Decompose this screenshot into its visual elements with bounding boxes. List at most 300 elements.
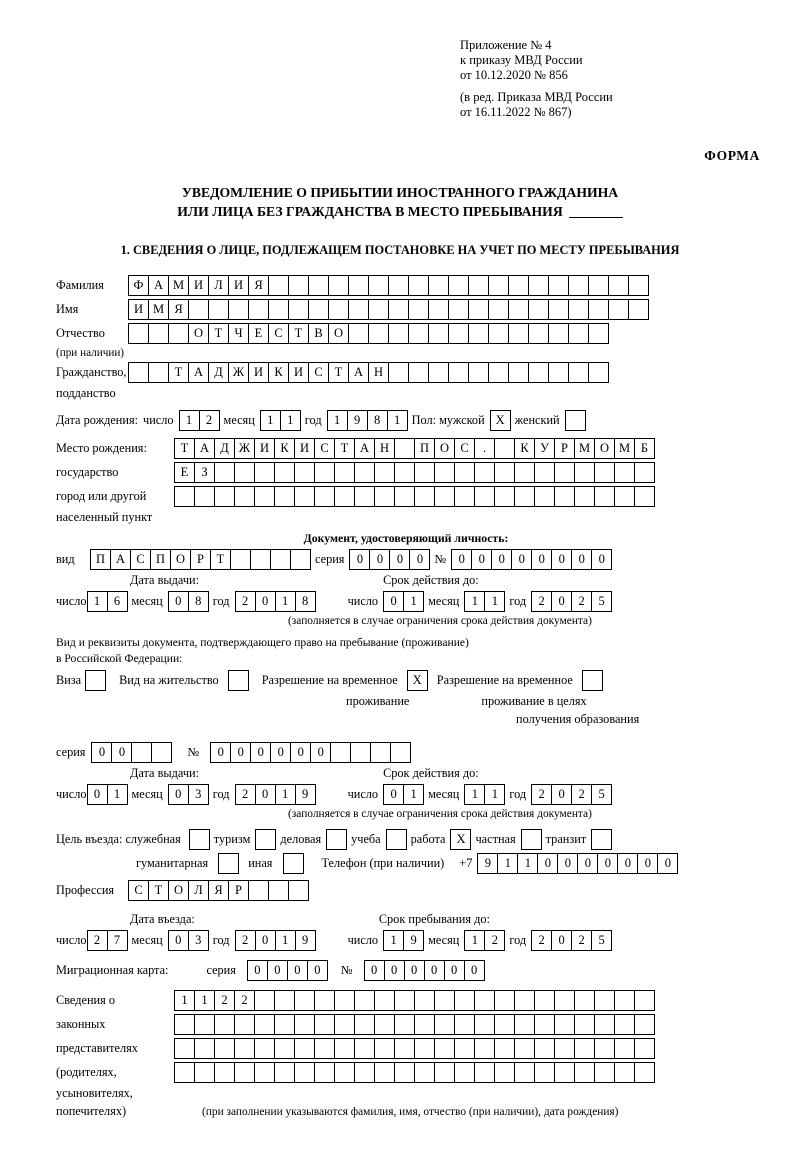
char-box[interactable]	[268, 880, 289, 901]
char-box[interactable]: 0	[409, 549, 430, 570]
char-box[interactable]: 1	[484, 784, 505, 805]
char-box[interactable]: 0	[310, 742, 331, 763]
char-box[interactable]	[148, 323, 169, 344]
char-box[interactable]	[528, 299, 549, 320]
char-box[interactable]	[554, 462, 575, 483]
char-box[interactable]: Т	[334, 438, 355, 459]
char-box[interactable]	[388, 275, 409, 296]
char-box[interactable]	[588, 299, 609, 320]
char-box[interactable]: И	[288, 362, 309, 383]
char-box[interactable]	[254, 462, 275, 483]
char-box[interactable]	[428, 323, 449, 344]
char-box[interactable]	[508, 323, 529, 344]
char-box[interactable]	[488, 299, 509, 320]
char-box[interactable]	[634, 1038, 655, 1059]
char-box[interactable]: 2	[235, 930, 256, 951]
char-box[interactable]	[274, 1038, 295, 1059]
char-box[interactable]	[174, 1014, 195, 1035]
char-box[interactable]: 0	[531, 549, 552, 570]
char-box[interactable]	[408, 362, 429, 383]
char-box[interactable]: 0	[471, 549, 492, 570]
char-box[interactable]: С	[268, 323, 289, 344]
char-box[interactable]	[614, 1038, 635, 1059]
char-box[interactable]	[394, 990, 415, 1011]
purpose-humanitarian-checkbox[interactable]	[218, 853, 238, 874]
char-box[interactable]: Р	[190, 549, 211, 570]
char-box[interactable]	[85, 670, 106, 691]
char-box[interactable]	[214, 1014, 235, 1035]
char-box[interactable]	[548, 299, 569, 320]
mig-series-boxes[interactable]	[247, 960, 327, 981]
char-box[interactable]	[294, 462, 315, 483]
char-box[interactable]: 1	[464, 591, 485, 612]
permit-series-boxes[interactable]	[91, 742, 171, 763]
char-box[interactable]	[428, 275, 449, 296]
char-box[interactable]	[434, 990, 455, 1011]
char-box[interactable]	[288, 299, 309, 320]
char-box[interactable]: Ч	[228, 323, 249, 344]
char-box[interactable]	[374, 1038, 395, 1059]
char-box[interactable]	[314, 462, 335, 483]
legal-boxes-4[interactable]	[174, 1062, 654, 1083]
char-box[interactable]: 0	[424, 960, 445, 981]
char-box[interactable]: 0	[617, 853, 638, 874]
char-box[interactable]: 2	[571, 930, 592, 951]
char-box[interactable]: Ф	[128, 275, 149, 296]
char-box[interactable]: 2	[87, 930, 108, 951]
char-box[interactable]	[574, 1014, 595, 1035]
char-box[interactable]	[294, 1062, 315, 1083]
char-box[interactable]	[128, 323, 149, 344]
char-box[interactable]	[214, 1038, 235, 1059]
char-box[interactable]: 0	[230, 742, 251, 763]
char-box[interactable]: Т	[210, 549, 231, 570]
char-box[interactable]	[348, 299, 369, 320]
char-box[interactable]: 0	[255, 784, 276, 805]
char-box[interactable]	[394, 1038, 415, 1059]
char-box[interactable]	[614, 462, 635, 483]
char-box[interactable]: Л	[208, 275, 229, 296]
char-box[interactable]	[514, 462, 535, 483]
purpose-transit-checkbox[interactable]	[591, 829, 611, 850]
doc-issue-day-boxes[interactable]	[87, 591, 127, 612]
doc-issue-year-boxes[interactable]	[235, 591, 315, 612]
char-box[interactable]: 1	[275, 591, 296, 612]
char-box[interactable]: О	[168, 880, 189, 901]
citizenship-boxes[interactable]	[128, 362, 608, 383]
char-box[interactable]	[374, 1014, 395, 1035]
char-box[interactable]: Н	[374, 438, 395, 459]
char-box[interactable]	[434, 1014, 455, 1035]
visa-checkbox[interactable]	[85, 670, 105, 691]
char-box[interactable]	[254, 486, 275, 507]
char-box[interactable]: Д	[214, 438, 235, 459]
char-box[interactable]	[408, 299, 429, 320]
char-box[interactable]	[488, 275, 509, 296]
char-box[interactable]	[230, 549, 251, 570]
char-box[interactable]: К	[514, 438, 535, 459]
char-box[interactable]: А	[148, 275, 169, 296]
char-box[interactable]	[334, 486, 355, 507]
char-box[interactable]	[214, 486, 235, 507]
char-box[interactable]	[308, 299, 329, 320]
char-box[interactable]: 1	[403, 591, 424, 612]
char-box[interactable]	[308, 275, 329, 296]
char-box[interactable]: Т	[174, 438, 195, 459]
char-box[interactable]: 1	[464, 930, 485, 951]
char-box[interactable]	[314, 1014, 335, 1035]
char-box[interactable]: X	[450, 829, 471, 850]
char-box[interactable]: 2	[235, 784, 256, 805]
char-box[interactable]	[270, 549, 291, 570]
char-box[interactable]: 1	[87, 591, 108, 612]
char-box[interactable]	[568, 299, 589, 320]
char-box[interactable]	[354, 1062, 375, 1083]
char-box[interactable]: Д	[208, 362, 229, 383]
char-box[interactable]: З	[194, 462, 215, 483]
char-box[interactable]	[594, 1014, 615, 1035]
char-box[interactable]	[234, 1062, 255, 1083]
char-box[interactable]: 3	[188, 784, 209, 805]
char-box[interactable]	[494, 486, 515, 507]
name-boxes[interactable]	[128, 299, 648, 320]
char-box[interactable]	[574, 462, 595, 483]
char-box[interactable]: 0	[87, 784, 108, 805]
char-box[interactable]	[514, 486, 535, 507]
char-box[interactable]	[554, 1014, 575, 1035]
char-box[interactable]: И	[254, 438, 275, 459]
char-box[interactable]: 0	[591, 549, 612, 570]
char-box[interactable]	[386, 829, 407, 850]
char-box[interactable]	[574, 1062, 595, 1083]
char-box[interactable]: О	[434, 438, 455, 459]
char-box[interactable]: 0	[597, 853, 618, 874]
char-box[interactable]	[151, 742, 172, 763]
char-box[interactable]	[254, 990, 275, 1011]
char-box[interactable]	[250, 549, 271, 570]
char-box[interactable]: А	[194, 438, 215, 459]
char-box[interactable]	[388, 299, 409, 320]
char-box[interactable]	[614, 486, 635, 507]
char-box[interactable]	[494, 438, 515, 459]
char-box[interactable]: Т	[288, 323, 309, 344]
char-box[interactable]: П	[90, 549, 111, 570]
char-box[interactable]: 9	[347, 410, 368, 431]
char-box[interactable]	[388, 323, 409, 344]
char-box[interactable]	[594, 486, 615, 507]
char-box[interactable]: 1	[275, 784, 296, 805]
char-box[interactable]	[454, 1062, 475, 1083]
char-box[interactable]	[174, 1062, 195, 1083]
char-box[interactable]	[528, 323, 549, 344]
char-box[interactable]	[328, 275, 349, 296]
char-box[interactable]	[528, 275, 549, 296]
char-box[interactable]	[208, 299, 229, 320]
char-box[interactable]	[614, 1014, 635, 1035]
char-box[interactable]	[274, 1014, 295, 1035]
purpose-private-checkbox[interactable]	[521, 829, 541, 850]
char-box[interactable]: 0	[168, 930, 189, 951]
char-box[interactable]: 1	[484, 591, 505, 612]
char-box[interactable]	[390, 742, 411, 763]
char-box[interactable]	[614, 990, 635, 1011]
char-box[interactable]: А	[348, 362, 369, 383]
char-box[interactable]: 0	[255, 591, 276, 612]
doc-issue-month-boxes[interactable]	[168, 591, 208, 612]
char-box[interactable]: 2	[531, 591, 552, 612]
char-box[interactable]	[354, 1038, 375, 1059]
entry-day-boxes[interactable]	[87, 930, 127, 951]
char-box[interactable]	[414, 990, 435, 1011]
char-box[interactable]	[408, 275, 429, 296]
char-box[interactable]	[448, 275, 469, 296]
char-box[interactable]: 0	[551, 549, 572, 570]
char-box[interactable]: Н	[368, 362, 389, 383]
char-box[interactable]: И	[128, 299, 149, 320]
char-box[interactable]	[514, 1062, 535, 1083]
char-box[interactable]: 5	[591, 784, 612, 805]
char-box[interactable]: О	[170, 549, 191, 570]
birth-state-boxes[interactable]	[174, 438, 654, 459]
doc-series-boxes[interactable]	[349, 549, 429, 570]
char-box[interactable]	[414, 486, 435, 507]
char-box[interactable]	[565, 410, 586, 431]
surname-boxes[interactable]	[128, 275, 648, 296]
char-box[interactable]	[614, 1062, 635, 1083]
char-box[interactable]: 0	[657, 853, 678, 874]
char-box[interactable]	[394, 1062, 415, 1083]
char-box[interactable]	[554, 1062, 575, 1083]
char-box[interactable]	[634, 1062, 655, 1083]
char-box[interactable]: 8	[367, 410, 388, 431]
doc-kind-boxes[interactable]	[90, 549, 310, 570]
char-box[interactable]: 2	[571, 591, 592, 612]
char-box[interactable]	[368, 323, 389, 344]
birth-city-boxes-2[interactable]	[174, 486, 654, 507]
char-box[interactable]: О	[188, 323, 209, 344]
char-box[interactable]	[228, 670, 249, 691]
char-box[interactable]	[348, 275, 369, 296]
permit-valid-year-boxes[interactable]	[531, 784, 611, 805]
doc-valid-day-boxes[interactable]	[383, 591, 423, 612]
char-box[interactable]	[588, 323, 609, 344]
char-box[interactable]	[234, 1014, 255, 1035]
char-box[interactable]	[189, 829, 210, 850]
char-box[interactable]: 0	[464, 960, 485, 981]
char-box[interactable]: 0	[255, 930, 276, 951]
sex-female-checkbox[interactable]	[565, 410, 585, 431]
char-box[interactable]	[588, 362, 609, 383]
legal-boxes-2[interactable]	[174, 1014, 654, 1035]
char-box[interactable]	[330, 742, 351, 763]
permit-issue-month-boxes[interactable]	[168, 784, 208, 805]
char-box[interactable]: С	[314, 438, 335, 459]
char-box[interactable]: 1	[280, 410, 301, 431]
char-box[interactable]: 0	[364, 960, 385, 981]
char-box[interactable]: 2	[235, 591, 256, 612]
stay-year-boxes[interactable]	[531, 930, 611, 951]
char-box[interactable]: Р	[228, 880, 249, 901]
char-box[interactable]	[568, 275, 589, 296]
char-box[interactable]: 5	[591, 930, 612, 951]
char-box[interactable]: О	[328, 323, 349, 344]
sex-male-checkbox[interactable]	[490, 410, 510, 431]
char-box[interactable]	[274, 462, 295, 483]
char-box[interactable]	[514, 990, 535, 1011]
char-box[interactable]	[494, 1062, 515, 1083]
char-box[interactable]: Р	[554, 438, 575, 459]
char-box[interactable]	[634, 462, 655, 483]
char-box[interactable]: 2	[484, 930, 505, 951]
entry-month-boxes[interactable]	[168, 930, 208, 951]
char-box[interactable]	[414, 462, 435, 483]
char-box[interactable]: 0	[551, 930, 572, 951]
char-box[interactable]	[354, 486, 375, 507]
char-box[interactable]	[508, 275, 529, 296]
char-box[interactable]	[374, 1062, 395, 1083]
char-box[interactable]	[534, 486, 555, 507]
char-box[interactable]	[554, 1038, 575, 1059]
char-box[interactable]: 7	[107, 930, 128, 951]
purpose-business-checkbox[interactable]	[326, 829, 346, 850]
char-box[interactable]	[514, 1038, 535, 1059]
char-box[interactable]	[414, 1014, 435, 1035]
char-box[interactable]: 8	[188, 591, 209, 612]
char-box[interactable]	[514, 1014, 535, 1035]
char-box[interactable]	[334, 1038, 355, 1059]
char-box[interactable]	[214, 1062, 235, 1083]
char-box[interactable]	[388, 362, 409, 383]
char-box[interactable]	[194, 1038, 215, 1059]
char-box[interactable]	[374, 462, 395, 483]
char-box[interactable]	[534, 990, 555, 1011]
char-box[interactable]	[508, 362, 529, 383]
char-box[interactable]: Т	[208, 323, 229, 344]
char-box[interactable]: 1	[194, 990, 215, 1011]
char-box[interactable]: 1	[403, 784, 424, 805]
char-box[interactable]	[314, 486, 335, 507]
char-box[interactable]	[474, 1014, 495, 1035]
legal-boxes-3[interactable]	[174, 1038, 654, 1059]
char-box[interactable]: 2	[214, 990, 235, 1011]
char-box[interactable]: И	[294, 438, 315, 459]
char-box[interactable]	[290, 549, 311, 570]
char-box[interactable]: П	[414, 438, 435, 459]
permit-issue-year-boxes[interactable]	[235, 784, 315, 805]
char-box[interactable]: П	[150, 549, 171, 570]
char-box[interactable]	[394, 486, 415, 507]
doc-number-boxes[interactable]	[451, 549, 611, 570]
char-box[interactable]	[448, 323, 469, 344]
char-box[interactable]: 0	[491, 549, 512, 570]
char-box[interactable]	[594, 1038, 615, 1059]
char-box[interactable]	[588, 275, 609, 296]
char-box[interactable]: 0	[91, 742, 112, 763]
char-box[interactable]	[148, 362, 169, 383]
char-box[interactable]	[428, 362, 449, 383]
char-box[interactable]: 0	[383, 784, 404, 805]
char-box[interactable]: А	[188, 362, 209, 383]
char-box[interactable]	[168, 323, 189, 344]
char-box[interactable]	[488, 362, 509, 383]
char-box[interactable]	[574, 486, 595, 507]
char-box[interactable]: 0	[557, 853, 578, 874]
char-box[interactable]	[234, 1038, 255, 1059]
char-box[interactable]	[348, 323, 369, 344]
char-box[interactable]: 1	[464, 784, 485, 805]
char-box[interactable]	[568, 323, 589, 344]
char-box[interactable]: 6	[107, 591, 128, 612]
char-box[interactable]	[368, 299, 389, 320]
char-box[interactable]	[468, 275, 489, 296]
char-box[interactable]: М	[148, 299, 169, 320]
char-box[interactable]	[534, 462, 555, 483]
char-box[interactable]	[634, 1014, 655, 1035]
char-box[interactable]	[534, 1014, 555, 1035]
char-box[interactable]	[548, 275, 569, 296]
char-box[interactable]	[628, 299, 649, 320]
char-box[interactable]	[274, 990, 295, 1011]
char-box[interactable]: 2	[531, 930, 552, 951]
char-box[interactable]: .	[474, 438, 495, 459]
char-box[interactable]	[414, 1062, 435, 1083]
char-box[interactable]	[474, 462, 495, 483]
char-box[interactable]: И	[228, 275, 249, 296]
mig-number-boxes[interactable]	[364, 960, 484, 981]
char-box[interactable]: 2	[571, 784, 592, 805]
char-box[interactable]	[534, 1038, 555, 1059]
char-box[interactable]: М	[168, 275, 189, 296]
char-box[interactable]: Я	[248, 275, 269, 296]
permit-number-boxes[interactable]	[210, 742, 410, 763]
char-box[interactable]	[554, 990, 575, 1011]
purpose-work-checkbox[interactable]	[450, 829, 470, 850]
char-box[interactable]: Т	[328, 362, 349, 383]
char-box[interactable]	[288, 880, 309, 901]
char-box[interactable]	[568, 362, 589, 383]
char-box[interactable]	[234, 486, 255, 507]
char-box[interactable]	[174, 486, 195, 507]
char-box[interactable]: 8	[295, 591, 316, 612]
char-box[interactable]: 0	[451, 549, 472, 570]
birth-month-boxes[interactable]	[260, 410, 300, 431]
char-box[interactable]	[194, 486, 215, 507]
char-box[interactable]	[494, 1014, 515, 1035]
char-box[interactable]	[474, 1062, 495, 1083]
char-box[interactable]	[174, 1038, 195, 1059]
char-box[interactable]	[234, 462, 255, 483]
char-box[interactable]	[128, 362, 149, 383]
char-box[interactable]: Б	[634, 438, 655, 459]
char-box[interactable]: Ж	[234, 438, 255, 459]
permit-issue-day-boxes[interactable]	[87, 784, 127, 805]
stay-day-boxes[interactable]	[383, 930, 423, 951]
char-box[interactable]	[334, 1062, 355, 1083]
char-box[interactable]: Т	[148, 880, 169, 901]
char-box[interactable]	[494, 462, 515, 483]
char-box[interactable]	[408, 323, 429, 344]
char-box[interactable]: 0	[389, 549, 410, 570]
phone-boxes[interactable]	[477, 853, 677, 874]
birth-day-boxes[interactable]	[179, 410, 219, 431]
char-box[interactable]	[394, 1014, 415, 1035]
char-box[interactable]: 0	[270, 742, 291, 763]
char-box[interactable]	[454, 486, 475, 507]
char-box[interactable]	[394, 438, 415, 459]
char-box[interactable]	[294, 990, 315, 1011]
char-box[interactable]	[283, 853, 304, 874]
char-box[interactable]	[368, 275, 389, 296]
